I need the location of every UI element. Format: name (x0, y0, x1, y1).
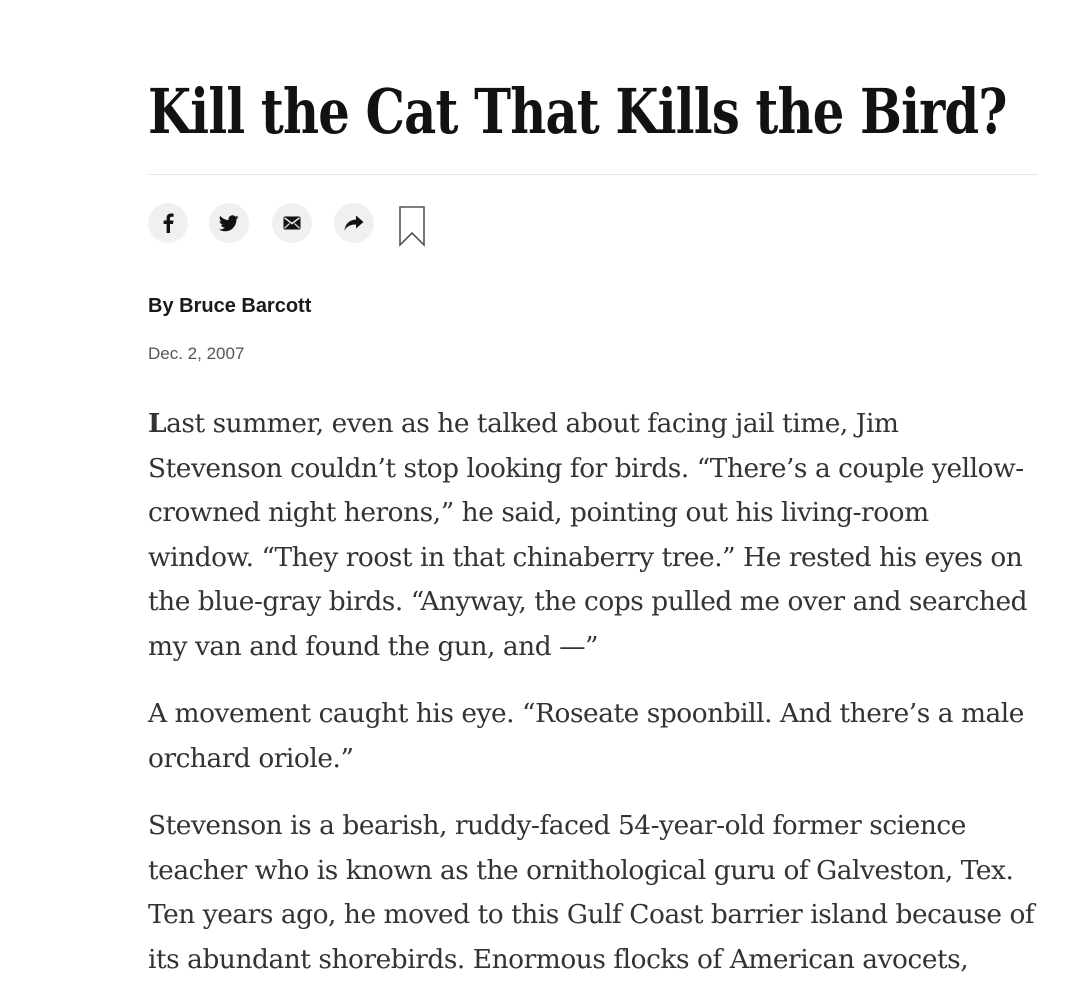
header-divider (148, 174, 1038, 175)
share-icon (344, 215, 364, 231)
publish-date: Dec. 2, 2007 (148, 344, 245, 363)
byline: By Bruce Barcott (148, 295, 312, 317)
save-bookmark-button[interactable] (398, 205, 426, 247)
facebook-share-button[interactable] (148, 203, 188, 243)
article-body (148, 402, 1040, 1005)
twitter-share-button[interactable] (209, 203, 249, 243)
paragraph-3: Stevenson is a bearish, ruddy-faced 54-year-old former science teacher who is known as the ornithological guru of Galveston, Tex. Ten years ago, he moved to this Gulf Coast barrier island because of its abundant shorebirds. Enormous flocks of American avocets, (148, 810, 1035, 975)
headline: Kill the Cat That Kills the Bird? (148, 75, 1007, 148)
email-share-button[interactable] (272, 203, 312, 243)
paragraph-1-text: ast summer, even as he talked about facing jail time, Jim Stevenson couldn’t stop looking for birds. “There’s a couple yellow-crowned night herons,” he said, pointing out his living-room window. “They roost in that chinaberry tree.” He rested his eyes on the blue-gray birds. “Anyway, the cops pulled me over and searched my van and found the gun, and —” (148, 408, 1028, 662)
more-share-button[interactable] (334, 203, 374, 243)
twitter-icon (219, 215, 239, 232)
paragraph-2: A movement caught his eye. “Roseate spoonbill. And there’s a male orchard oriole.” (148, 698, 1024, 774)
drop-cap: L (148, 408, 167, 439)
paragraph-1 (148, 402, 1040, 669)
bookmark-icon (398, 205, 426, 247)
facebook-icon (161, 213, 175, 233)
email-icon (283, 216, 301, 230)
